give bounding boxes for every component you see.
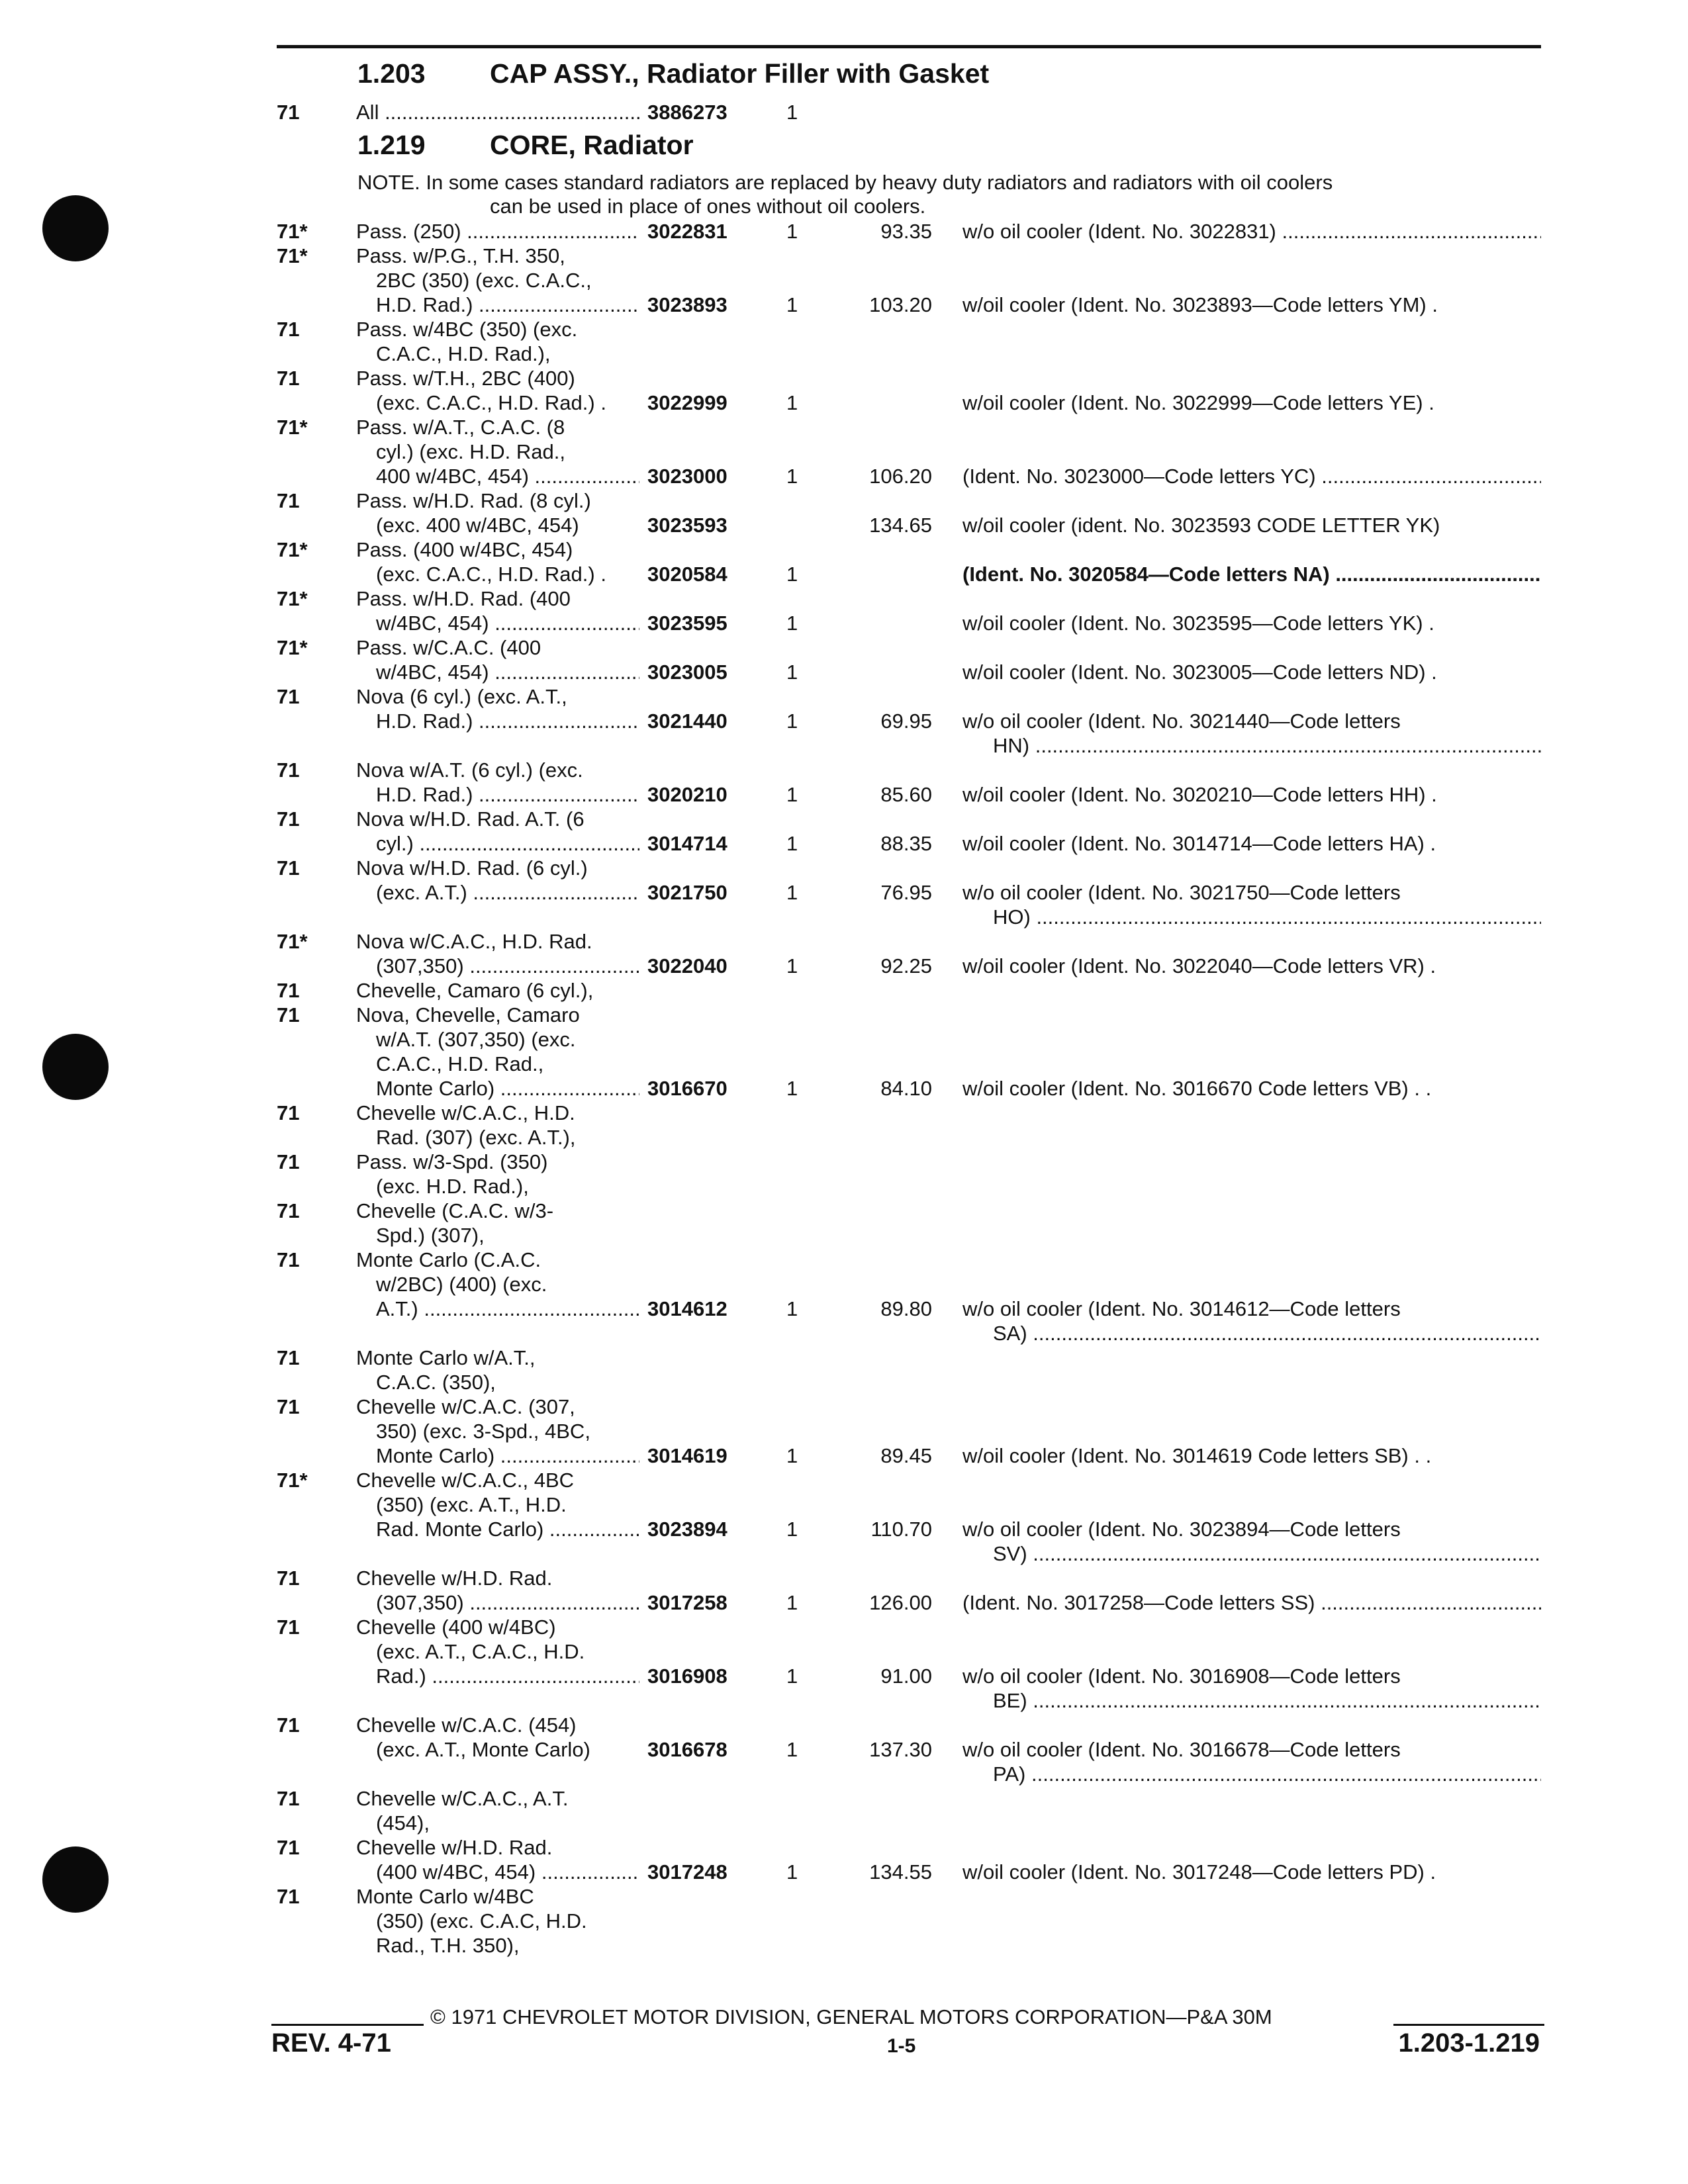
remarks: w/o oil cooler (Ident. No. 3016908—Code letters [962, 1664, 1401, 1688]
part-number: 3020210 [647, 783, 727, 806]
price: 84.10 [880, 1077, 932, 1100]
description: Pass. w/3-Spd. (350) [356, 1150, 548, 1173]
part-number: 3022040 [647, 954, 727, 978]
model-year: 71* [277, 538, 308, 561]
description: Spd.) (307), [376, 1224, 485, 1247]
description: Pass. w/4BC (350) (exc. [356, 318, 578, 341]
section-title: CORE, Radiator [490, 130, 694, 160]
description: Chevelle (400 w/4BC) [356, 1615, 556, 1639]
table-row [0, 316, 1688, 343]
table-row [0, 1786, 1688, 1812]
table-row [0, 1467, 1688, 1494]
table-row [0, 757, 1688, 784]
description: 350) (exc. 3-Spd., 4BC, [376, 1420, 590, 1443]
quantity: 1 [786, 783, 798, 806]
part-number: 3016908 [647, 1664, 727, 1688]
section-heading-1219 [357, 130, 694, 161]
remarks: w/o oil cooler (Ident. No. 3014612—Code letters [962, 1297, 1401, 1320]
table-row [0, 1443, 1688, 1469]
quantity: 1 [786, 1444, 798, 1467]
table-row [0, 1933, 1688, 1959]
part-number: 3023005 [647, 660, 727, 684]
model-year: 71 [277, 367, 300, 390]
table-row [0, 463, 1688, 490]
description: A.T.) ..... [376, 1296, 639, 1322]
table-row [0, 1394, 1688, 1420]
model-year: 71 [277, 1003, 300, 1026]
remarks: (Ident. No. 3023000—Code letters YC) ..... [962, 463, 1541, 490]
model-year: 71 [277, 856, 300, 880]
model-year: 71* [277, 587, 308, 610]
description: C.A.C., H.D. Rad., [376, 1052, 544, 1075]
model-year: 71* [277, 220, 308, 243]
description: Chevelle w/H.D. Rad. [356, 1567, 553, 1590]
description: w/A.T. (307,350) (exc. [376, 1028, 576, 1051]
model-year: 71 [277, 1567, 300, 1590]
model-year: 71 [277, 1199, 300, 1222]
description: (exc. C.A.C., H.D. Rad.) . [376, 563, 606, 586]
description: (350) (exc. C.A.C, H.D. [376, 1909, 587, 1933]
description: Nova, Chevelle, Camaro [356, 1003, 580, 1026]
quantity: 1 [786, 1738, 798, 1761]
quantity: 1 [786, 220, 798, 243]
description: Chevelle w/H.D. Rad. [356, 1836, 553, 1859]
price: 137.30 [869, 1738, 932, 1761]
quantity: 1 [786, 101, 798, 124]
remarks: w/o oil cooler (Ident. No. 3016678—Code letters [962, 1738, 1401, 1761]
note-line-1: NOTE. In some cases standard radiators are replaced by heavy duty radiators and radiators with oil coolers [357, 171, 1333, 194]
part-number: 3023893 [647, 293, 727, 316]
description: Pass. (250) ..... [356, 218, 639, 245]
table-row [0, 1688, 1688, 1714]
quantity: 1 [786, 832, 798, 855]
price: 110.70 [870, 1518, 932, 1541]
table-row [0, 1345, 1688, 1371]
table-row [0, 1737, 1688, 1763]
description: Nova (6 cyl.) (exc. A.T., [356, 685, 567, 708]
part-number: 3021750 [647, 881, 727, 904]
description: Rad. (307) (exc. A.T.), [376, 1126, 576, 1149]
table-row [0, 243, 1688, 269]
model-year: 71 [277, 758, 300, 782]
remarks: BE) ..... [993, 1688, 1541, 1714]
footer-rule-left [271, 2024, 424, 2026]
table-row [0, 1149, 1688, 1175]
header-rule [277, 45, 1541, 48]
remarks: (Ident. No. 3020584—Code letters NA) ..... [962, 561, 1541, 588]
part-number: 3023595 [647, 612, 727, 635]
table-row [0, 1320, 1688, 1347]
quantity: 1 [786, 391, 798, 414]
description: Pass. w/H.D. Rad. (400 [356, 587, 571, 610]
table-row [0, 267, 1688, 294]
part-number: 3021440 [647, 709, 727, 733]
table-row [0, 1124, 1688, 1151]
description: H.D. Rad.) ..... [376, 292, 639, 318]
description: Chevelle w/C.A.C. (307, [356, 1395, 575, 1418]
table-row [0, 1663, 1688, 1690]
table-row [0, 708, 1688, 735]
table-row [0, 659, 1688, 686]
description: (exc. C.A.C., H.D. Rad.) . [376, 391, 606, 414]
quantity: 1 [786, 954, 798, 978]
table-row [0, 1002, 1688, 1028]
remarks: w/oil cooler (ident. No. 3023593 CODE LETTER YK) [962, 514, 1440, 537]
part-number: 3016678 [647, 1738, 727, 1761]
price: 89.45 [880, 1444, 932, 1467]
description: Chevelle w/C.A.C., A.T. [356, 1787, 569, 1810]
description: Nova w/H.D. Rad. A.T. (6 [356, 807, 585, 831]
part-number: 3023593 [647, 514, 727, 537]
table-row [0, 929, 1688, 955]
table-row [0, 292, 1688, 318]
table-row [0, 99, 1688, 126]
part-number: 3886273 [647, 101, 727, 124]
description: w/2BC) (400) (exc. [376, 1273, 547, 1296]
description: Rad.) ..... [376, 1663, 639, 1690]
description: H.D. Rad.) ..... [376, 782, 639, 808]
description: Pass. (400 w/4BC, 454) [356, 538, 573, 561]
quantity: 1 [786, 1591, 798, 1614]
table-row [0, 1565, 1688, 1592]
description: 400 w/4BC, 454) ..... [376, 463, 639, 490]
description: Pass. w/P.G., T.H. 350, [356, 244, 565, 267]
section-reference: 1.203-1.219 [1398, 2028, 1540, 2058]
table-row [0, 953, 1688, 979]
table-row [0, 806, 1688, 833]
price: 92.25 [880, 954, 932, 978]
table-row [0, 831, 1688, 857]
table-row [0, 1541, 1688, 1567]
description: (exc. A.T., Monte Carlo) [376, 1738, 590, 1761]
table-row [0, 365, 1688, 392]
table-row [0, 1418, 1688, 1445]
part-number: 3014714 [647, 832, 727, 855]
description: C.A.C., H.D. Rad.), [376, 342, 551, 365]
section-number: 1.203 [357, 58, 426, 89]
model-year: 71 [277, 1787, 300, 1810]
table-row [0, 1100, 1688, 1126]
table-row [0, 1198, 1688, 1224]
footer-rule-right [1393, 2024, 1544, 2026]
quantity: 1 [786, 563, 798, 586]
table-row [0, 635, 1688, 661]
part-number: 3022999 [647, 391, 727, 414]
table-row [0, 1712, 1688, 1739]
model-year: 71* [277, 416, 308, 439]
part-number: 3023894 [647, 1518, 727, 1541]
copyright-line: © 1971 CHEVROLET MOTOR DIVISION, GENERAL MOTORS CORPORATION—P&A 30M [430, 2005, 1272, 2028]
table-row [0, 1761, 1688, 1788]
quantity: 1 [786, 660, 798, 684]
table-row [0, 904, 1688, 931]
price: 126.00 [869, 1591, 932, 1614]
remarks: w/o oil cooler (Ident. No. 3022831) ..... [962, 218, 1541, 245]
description: Pass. w/C.A.C. (400 [356, 636, 541, 659]
table-row [0, 733, 1688, 759]
description: Monte Carlo w/A.T., [356, 1346, 536, 1369]
table-row [0, 1173, 1688, 1200]
description: (454), [376, 1811, 430, 1835]
section-number: 1.219 [357, 130, 426, 160]
remarks: w/oil cooler (Ident. No. 3023893—Code letters YM) . [962, 293, 1438, 316]
remarks: (Ident. No. 3017258—Code letters SS) ..... [962, 1590, 1541, 1616]
note-line-2: can be used in place of ones without oil coolers. [490, 195, 926, 218]
model-year: 71* [277, 636, 308, 659]
part-number: 3023000 [647, 465, 727, 488]
description: Nova w/C.A.C., H.D. Rad. [356, 930, 592, 953]
description: w/4BC, 454) ..... [376, 659, 639, 686]
remarks: w/oil cooler (Ident. No. 3023005—Code letters ND) . [962, 660, 1437, 684]
model-year: 71 [277, 1101, 300, 1124]
remarks: HN) ..... [993, 733, 1541, 759]
description: Rad., T.H. 350), [376, 1934, 520, 1957]
table-row [0, 978, 1688, 1004]
description: Pass. w/A.T., C.A.C. (8 [356, 416, 565, 439]
remarks: w/oil cooler (Ident. No. 3022040—Code letters VR) . [962, 954, 1436, 978]
table-row [0, 610, 1688, 637]
table-row [0, 855, 1688, 882]
price: 88.35 [880, 832, 932, 855]
section-heading-1203 [357, 58, 989, 89]
table-row [0, 218, 1688, 245]
description: (307,350) ..... [376, 1590, 639, 1616]
table-row [0, 1369, 1688, 1396]
remarks: SA) ..... [993, 1320, 1541, 1347]
price: 69.95 [880, 709, 932, 733]
table-row [0, 1810, 1688, 1837]
table-row [0, 537, 1688, 563]
description: cyl.) (exc. H.D. Rad., [376, 440, 565, 463]
quantity: 1 [786, 465, 798, 488]
table-row [0, 488, 1688, 514]
remarks: w/oil cooler (Ident. No. 3016670 Code letters VB) . . [962, 1077, 1432, 1100]
table-row [0, 1639, 1688, 1665]
quantity: 1 [786, 1077, 798, 1100]
description: w/4BC, 454) ..... [376, 610, 639, 637]
remarks: PA) ..... [993, 1761, 1541, 1788]
table-row [0, 1247, 1688, 1273]
price: 85.60 [880, 783, 932, 806]
price: 91.00 [880, 1664, 932, 1688]
part-number: 3014619 [647, 1444, 727, 1467]
remarks: SV) ..... [993, 1541, 1541, 1567]
table-row [0, 1835, 1688, 1861]
description: Monte Carlo w/4BC [356, 1885, 534, 1908]
table-row [0, 1296, 1688, 1322]
quantity: 1 [786, 1860, 798, 1884]
remarks: w/o oil cooler (Ident. No. 3021750—Code letters [962, 881, 1401, 904]
quantity: 1 [786, 1518, 798, 1541]
remarks: w/oil cooler (Ident. No. 3017248—Code letters PD) . [962, 1860, 1436, 1884]
price: 89.80 [880, 1297, 932, 1320]
description: Pass. w/T.H., 2BC (400) [356, 367, 575, 390]
part-number: 3017248 [647, 1860, 727, 1884]
part-number: 3014612 [647, 1297, 727, 1320]
table-row [0, 1026, 1688, 1053]
part-number: 3020584 [647, 563, 727, 586]
model-year: 71 [277, 1395, 300, 1418]
description: Chevelle (C.A.C. w/3- [356, 1199, 554, 1222]
description: All ..... [356, 99, 639, 126]
description: C.A.C. (350), [376, 1371, 496, 1394]
table-row [0, 684, 1688, 710]
table-row [0, 1614, 1688, 1641]
remarks: HO) ..... [993, 904, 1541, 931]
description: Chevelle w/C.A.C. (454) [356, 1713, 577, 1737]
page-number: 1-5 [887, 2035, 916, 2057]
description: (exc. H.D. Rad.), [376, 1175, 529, 1198]
price: 106.20 [869, 465, 932, 488]
description: Pass. w/H.D. Rad. (8 cyl.) [356, 489, 591, 512]
model-year: 71 [277, 1615, 300, 1639]
description: cyl.) ..... [376, 831, 639, 857]
description: (350) (exc. A.T., H.D. [376, 1493, 567, 1516]
quantity: 1 [786, 612, 798, 635]
model-year: 71 [277, 489, 300, 512]
remarks: w/oil cooler (Ident. No. 3022999—Code letters YE) . [962, 391, 1434, 414]
table-row [0, 1492, 1688, 1518]
table-row [0, 561, 1688, 588]
price: 134.65 [869, 514, 932, 537]
description: H.D. Rad.) ..... [376, 708, 639, 735]
description: Nova w/H.D. Rad. (6 cyl.) [356, 856, 588, 880]
description: (400 w/4BC, 454) ..... [376, 1859, 639, 1886]
table-row [0, 1590, 1688, 1616]
model-year: 71 [277, 1248, 300, 1271]
price: 93.35 [880, 220, 932, 243]
model-year: 71 [277, 1836, 300, 1859]
model-year: 71 [277, 1150, 300, 1173]
remarks: w/o oil cooler (Ident. No. 3021440—Code letters [962, 709, 1401, 733]
description: Chevelle, Camaro (6 cyl.), [356, 979, 594, 1002]
table-row [0, 1075, 1688, 1102]
table-row [0, 1859, 1688, 1886]
description: Nova w/A.T. (6 cyl.) (exc. [356, 758, 583, 782]
quantity: 1 [786, 881, 798, 904]
quantity: 1 [786, 709, 798, 733]
description: Monte Carlo (C.A.C. [356, 1248, 541, 1271]
description: Monte Carlo) ..... [376, 1443, 639, 1469]
remarks: w/oil cooler (Ident. No. 3014619 Code letters SB) . . [962, 1444, 1432, 1467]
part-number: 3016670 [647, 1077, 727, 1100]
model-year: 71* [277, 1469, 308, 1492]
description: (exc. A.T., C.A.C., H.D. [376, 1640, 585, 1663]
revision-label: REV. 4-71 [271, 2028, 391, 2058]
remarks: w/o oil cooler (Ident. No. 3023894—Code letters [962, 1518, 1401, 1541]
price: 76.95 [880, 881, 932, 904]
table-row [0, 1884, 1688, 1910]
price: 134.55 [869, 1860, 932, 1884]
section-note [357, 171, 1549, 218]
remarks: w/oil cooler (Ident. No. 3014714—Code letters HA) . [962, 832, 1436, 855]
model-year: 71 [277, 1885, 300, 1908]
table-row [0, 1516, 1688, 1543]
price: 103.20 [869, 293, 932, 316]
description: 2BC (350) (exc. C.A.C., [376, 269, 592, 292]
quantity: 1 [786, 1297, 798, 1320]
table-row [0, 1908, 1688, 1934]
table-row [0, 390, 1688, 416]
description: Chevelle w/C.A.C., 4BC [356, 1469, 575, 1492]
table-row [0, 880, 1688, 906]
description: (exc. A.T.) ..... [376, 880, 639, 906]
remarks: w/oil cooler (Ident. No. 3023595—Code letters YK) . [962, 612, 1434, 635]
model-year: 71* [277, 930, 308, 953]
model-year: 71 [277, 101, 300, 124]
table-row [0, 414, 1688, 441]
table-row [0, 1271, 1688, 1298]
table-row [0, 1222, 1688, 1249]
model-year: 71 [277, 979, 300, 1002]
model-year: 71 [277, 1346, 300, 1369]
model-year: 71* [277, 244, 308, 267]
table-row [0, 782, 1688, 808]
table-row [0, 586, 1688, 612]
description: (307,350) ..... [376, 953, 639, 979]
table-row [0, 1051, 1688, 1077]
description: Chevelle w/C.A.C., H.D. [356, 1101, 575, 1124]
quantity: 1 [786, 293, 798, 316]
remarks: w/oil cooler (Ident. No. 3020210—Code letters HH) . [962, 783, 1437, 806]
quantity: 1 [786, 1664, 798, 1688]
model-year: 71 [277, 1713, 300, 1737]
section-title: CAP ASSY., Radiator Filler with Gasket [490, 58, 990, 89]
table-row [0, 439, 1688, 465]
table-row [0, 341, 1688, 367]
model-year: 71 [277, 318, 300, 341]
description: Rad. Monte Carlo) ..... [376, 1516, 639, 1543]
description: (exc. 400 w/4BC, 454) [376, 514, 579, 537]
table-row [0, 512, 1688, 539]
part-number: 3022831 [647, 220, 727, 243]
description: Monte Carlo) ..... [376, 1075, 639, 1102]
model-year: 71 [277, 685, 300, 708]
part-number: 3017258 [647, 1591, 727, 1614]
model-year: 71 [277, 807, 300, 831]
